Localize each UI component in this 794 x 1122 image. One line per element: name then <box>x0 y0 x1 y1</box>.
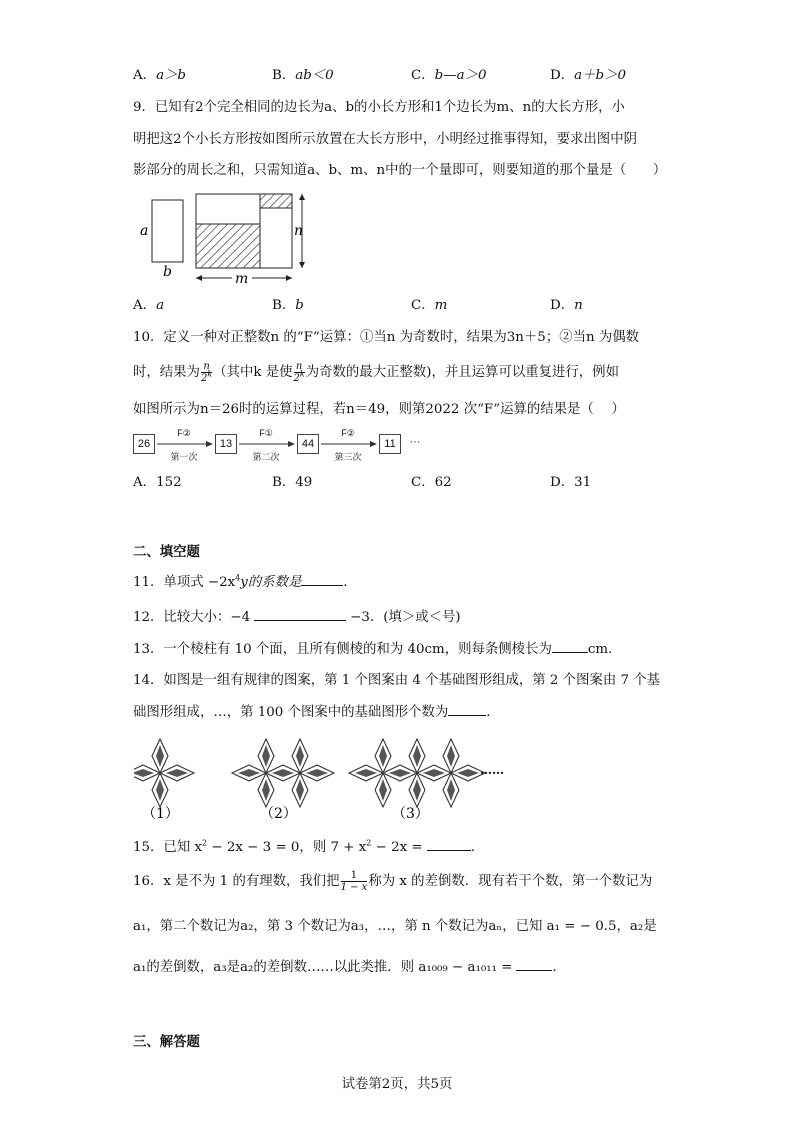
pattern-3 <box>349 739 485 807</box>
label-b: b <box>163 264 172 280</box>
chain-arrow-2 <box>239 439 295 449</box>
q14-pattern-figure <box>134 738 524 824</box>
q8-option-d: D．a＋b＞0 <box>550 68 626 83</box>
chain-box-4: 11 <box>379 434 401 454</box>
shaded-region-left <box>196 224 260 268</box>
label-n: n <box>294 223 304 239</box>
small-rectangle-top <box>196 194 260 224</box>
chain-box-2: 13 <box>215 434 237 454</box>
section-fill-in-title: 二、填空题 <box>133 544 200 560</box>
q16-line-1: 16．x 是不为 1 的有理数，我们把 $\frac{1}{1 - x}$ 称为 x 的差倒数．现有若干个数，第一个数记为 <box>133 870 653 893</box>
shaded-region-top <box>260 194 292 208</box>
chain-ellipsis: ··· <box>409 436 421 448</box>
q10-option-d: D．31 <box>550 475 592 490</box>
q10-option-c: C．62 <box>411 475 452 490</box>
q15: 15．已知 $x^2 - 2x - 3 = 0$，则 $7 + x^2 - 2x$ = ． <box>133 838 485 855</box>
small-rectangle-right <box>260 208 292 268</box>
chain-op-2: F① <box>259 428 273 438</box>
chain-step-2: 第二次 <box>252 452 280 462</box>
chain-arrow-3 <box>321 439 377 449</box>
section-answer-title: 三、解答题 <box>133 1034 200 1050</box>
pattern-label-1: （1） <box>142 806 179 822</box>
q11: 11．单项式 $-2x^4y$的系数是 ． <box>133 573 357 590</box>
q10-line-3: 如图所示为n＝26时的运算过程，若n＝49，则第2022 次“F”运算的结果是（ ） <box>133 402 625 417</box>
pattern-2 <box>232 739 334 807</box>
pattern-dots: …… <box>480 763 504 777</box>
chain-box-3: 44 <box>297 434 319 454</box>
page-footer: 试卷第2页，共5页 <box>341 1077 453 1092</box>
q9-line-1: 9．已知有2个完全相同的边长为a、b的小长方形和1个边长为m、n的大长方形，小 <box>133 100 625 115</box>
q14-line-1: 14．如图是一组有规律的图案，第 1 个图案由 4 个基础图形组成，第 2 个图案由 7 个基 <box>133 673 661 688</box>
small-rectangle-alone <box>152 200 183 262</box>
chain-step-3: 第三次 <box>334 452 362 462</box>
q9-option-b: B．b <box>272 298 304 313</box>
pattern-label-3: （3） <box>392 806 429 822</box>
q9-line-3: 影部分的周长之和，只需知道a、b、m、n中的一个量即可，则要知道的那个量是（ ） <box>133 163 667 178</box>
q10-option-b: B．49 <box>272 475 313 490</box>
q13-answer-blank <box>552 640 588 653</box>
q9-option-a: A．a <box>133 298 165 313</box>
q16-answer-blank <box>516 958 552 971</box>
q8-option-a: A．a＞b <box>133 68 187 83</box>
q9-line-2: 明把这2个小长方形按如图所示放置在大长方形中，小明经过推事得知，要求出图中阴 <box>133 132 637 147</box>
q10-option-a: A．152 <box>133 475 182 490</box>
label-m: m <box>235 271 249 287</box>
q10-line-1: 10．定义一种对正整数n 的“F”运算：①当n 为奇数时，结果为3n＋5；②当n 为偶数 <box>133 330 640 345</box>
q10-fraction-2: $\frac{n}{2^k}$ <box>293 361 305 384</box>
q10-fraction-1: $\frac{n}{2^k}$ <box>200 361 213 384</box>
q8-option-b: B．ab＜0 <box>272 68 334 83</box>
q13: 13．一个棱柱有 10 个面，且所有侧棱的和为 40cm，则每条侧棱长为 cm. <box>133 642 613 657</box>
pattern-1 <box>134 739 194 807</box>
chain-op-1: F② <box>177 428 191 438</box>
chain-op-3: F② <box>341 428 355 438</box>
q15-answer-blank <box>427 838 471 851</box>
pattern-label-2: （2） <box>260 806 297 822</box>
q8-option-c: C．b—a＞0 <box>411 68 487 83</box>
chain-box-1: 26 <box>133 434 155 454</box>
q12: 12．比较大小：−4 −3．(填＞或＜号) <box>133 610 461 625</box>
chain-step-1: 第一次 <box>170 452 198 462</box>
q9-option-d: D．n <box>550 298 583 313</box>
q14-line-2: 础图形组成，…，第 100 个图案中的基础图形个数为 ． <box>133 705 500 720</box>
q10-line-2: 时，结果为 $\frac{n}{2^k}$ （其中k 是使 $\frac{n}{2^k}$ 为奇数的最大正整数)，并且运算可以重复进行，例如 <box>133 361 619 384</box>
chain-arrow-1 <box>157 439 213 449</box>
q9-rectangle-figure <box>136 188 326 290</box>
q16-line-3: a₁的差倒数，a₃是a₂的差倒数……以此类推．则 a₁₀₀₉ − a₁₀₁₁ = ． <box>133 960 566 975</box>
q12-answer-blank <box>254 608 346 621</box>
label-a: a <box>140 223 149 239</box>
q16-fraction: $\frac{1}{1 - x}$ <box>340 870 368 893</box>
q14-answer-blank <box>448 703 486 716</box>
q11-answer-blank <box>301 573 343 586</box>
q16-line-2: a₁，第二个数记为a₂，第 3 个数记为a₃，…，第 n 个数记为aₙ，已知 a₁ = − 0.5，a₂是 <box>133 919 657 934</box>
q9-option-c: C．m <box>411 298 448 313</box>
q10-process-chain <box>133 430 433 466</box>
